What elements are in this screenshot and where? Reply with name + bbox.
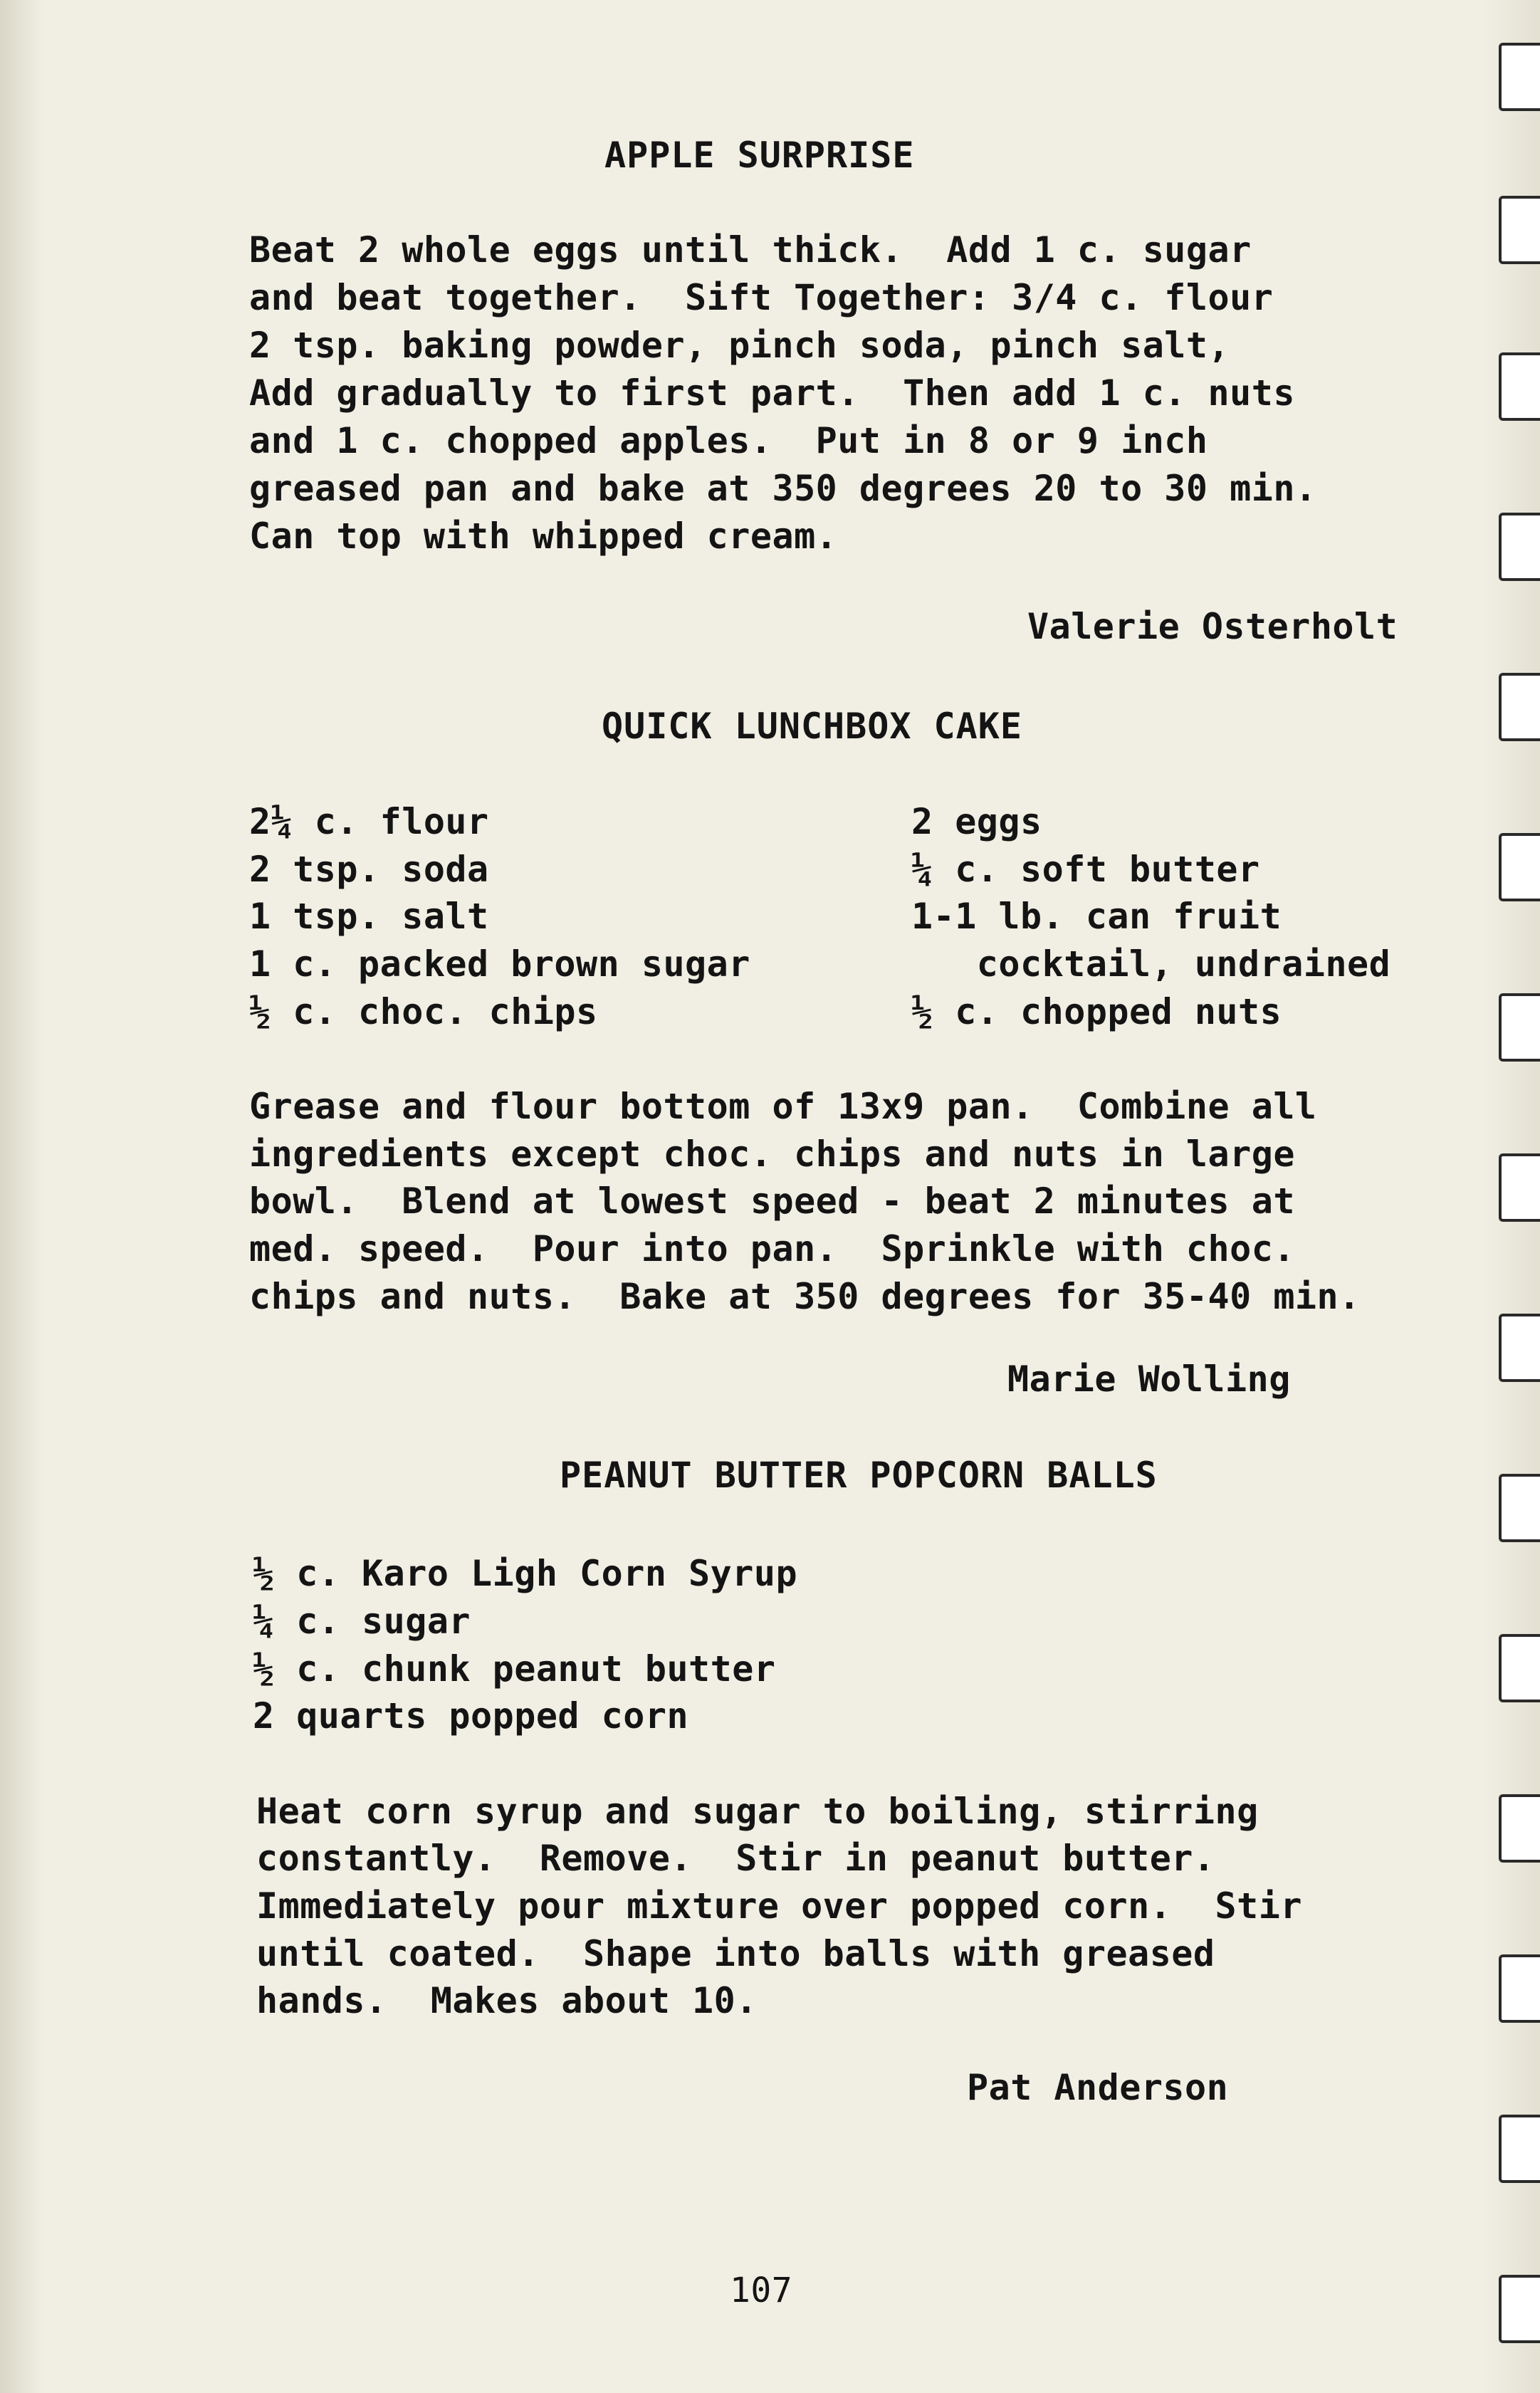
binding-ring <box>1499 1474 1540 1542</box>
binding-ring <box>1499 352 1540 421</box>
recipe-text-line: bowl. Blend at lowest speed - beat 2 minutes at <box>249 1180 1295 1222</box>
binding-ring <box>1499 833 1540 901</box>
ingredient-item: ½ c. Karo Ligh Corn Syrup <box>253 1553 798 1594</box>
page-edge-shadow <box>0 0 43 2393</box>
binding-ring <box>1499 513 1540 581</box>
recipe-title: QUICK LUNCHBOX CAKE <box>602 706 1022 747</box>
binding-ring <box>1499 2275 1540 2343</box>
recipe-title: APPLE SURPRISE <box>604 135 915 176</box>
page-number: 107 <box>730 2271 793 2310</box>
ingredient-item: 2 quarts popped corn <box>253 1695 689 1737</box>
recipe-text-line: ingredients except choc. chips and nuts in large <box>249 1133 1295 1175</box>
recipe-text-line: Can top with whipped cream. <box>249 515 838 557</box>
ingredient-item: ½ c. chunk peanut butter <box>253 1648 776 1690</box>
binding-ring <box>1499 2115 1540 2183</box>
ingredient-item: ½ c. chopped nuts <box>911 991 1282 1032</box>
binding-ring <box>1499 43 1540 111</box>
recipe-text-line: 2 tsp. baking powder, pinch soda, pinch salt, <box>249 325 1230 366</box>
recipe-author: Marie Wolling <box>1007 1358 1291 1400</box>
recipe-text-line: constantly. Remove. Stir in peanut butter. <box>256 1838 1215 1879</box>
binding-ring <box>1499 673 1540 741</box>
recipe-title: PEANUT BUTTER POPCORN BALLS <box>560 1455 1158 1496</box>
recipe-text-line: Grease and flour bottom of 13x9 pan. Combine all <box>249 1086 1317 1127</box>
binding-ring <box>1499 1794 1540 1863</box>
ingredient-item: 1 tsp. salt <box>249 896 489 937</box>
ingredient-item: cocktail, undrained <box>911 943 1391 985</box>
recipe-text-line: med. speed. Pour into pan. Sprinkle with choc. <box>249 1228 1295 1269</box>
binding-ring <box>1499 993 1540 1062</box>
recipe-text-line: Heat corn syrup and sugar to boiling, stirring <box>256 1791 1259 1832</box>
ingredient-item: ¼ c. sugar <box>253 1601 471 1642</box>
ingredient-item: 2¼ c. flour <box>249 801 489 842</box>
ingredient-item: ¼ c. soft butter <box>911 849 1260 890</box>
recipe-text-line: until coated. Shape into balls with greased <box>256 1933 1215 1974</box>
binding-ring <box>1499 1314 1540 1382</box>
recipe-text-line: chips and nuts. Bake at 350 degrees for 35-40 min. <box>249 1276 1361 1317</box>
ingredient-item: 1 c. packed brown sugar <box>249 943 750 985</box>
binding-ring <box>1499 1954 1540 2023</box>
recipe-text-line: Beat 2 whole eggs until thick. Add 1 c. sugar <box>249 229 1252 271</box>
binding-ring <box>1499 1153 1540 1222</box>
recipe-text-line: hands. Makes about 10. <box>256 1980 758 2021</box>
binding-ring <box>1499 196 1540 264</box>
recipe-text-line: and 1 c. chopped apples. Put in 8 or 9 inch <box>249 420 1208 461</box>
ingredient-item: ½ c. choc. chips <box>249 991 598 1032</box>
ingredient-item: 2 tsp. soda <box>249 849 489 890</box>
ingredient-item: 2 eggs <box>911 801 1042 842</box>
ingredient-item: 1-1 lb. can fruit <box>911 896 1282 937</box>
recipe-author: Pat Anderson <box>967 2067 1229 2108</box>
recipe-author: Valerie Osterholt <box>1027 606 1398 647</box>
recipe-text-line: greased pan and bake at 350 degrees 20 to 30 min. <box>249 468 1317 509</box>
recipe-text-line: and beat together. Sift Together: 3/4 c. flour <box>249 277 1274 318</box>
recipe-text-line: Add gradually to first part. Then add 1 c. nuts <box>249 372 1295 414</box>
spiral-binding <box>1483 0 1540 2393</box>
recipe-text-line: Immediately pour mixture over popped corn. Stir <box>256 1885 1302 1927</box>
binding-ring <box>1499 1634 1540 1702</box>
